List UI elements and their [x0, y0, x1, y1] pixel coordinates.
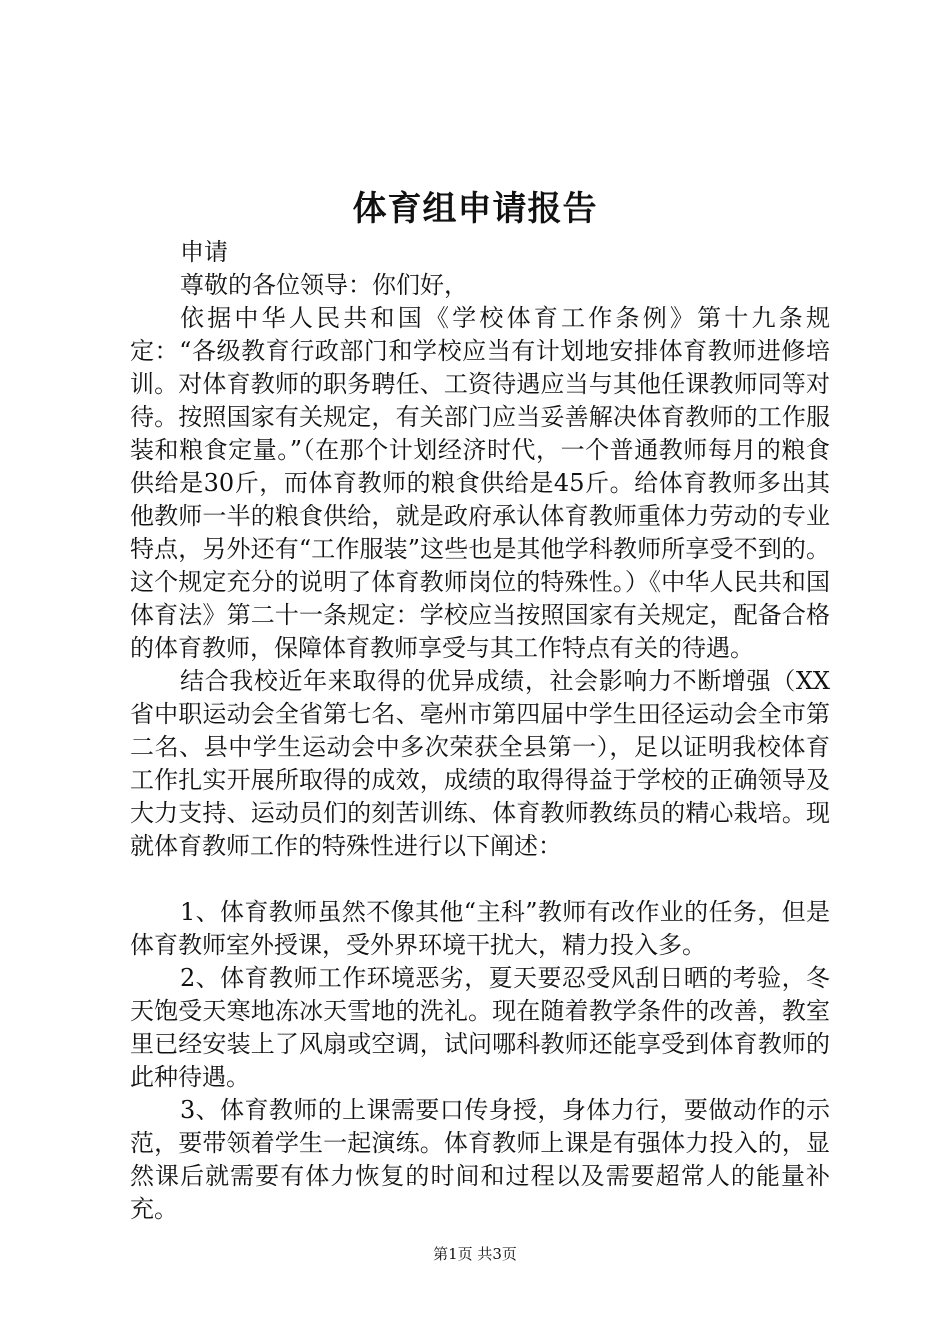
salutation-label: 申请 [180, 238, 228, 266]
paragraph-regulations: 依据中华人民共和国《学校体育工作条例》第十九条规定：“各级教育行政部门和学校应当有计划地安排体育教师进修培训。对体育教师的职务聘任、工资待遇应当与其他任课教师同等对待。按照国家有关规定，有关部门应当妥善解决体育教师的工作服装和粮食定量。”（在那个计划经济时代，一个普通教师每月的粮食供给是30斤，而体育教师的粮食供给是45斤。给体育教师多出其他教师一半的粮食供给，就是政府承认体育教师重体力劳动的专业特点，另外还有“工作服装”这些也是其他学科教师所享受不到的。这个规定充分的说明了体育教师岗位的特殊性。）《中华人民共和国体育法》第二十一条规定：学校应当按照国家有关规定，配备合格的体育教师，保障体育教师享受与其工作特点有关的待遇。 [130, 304, 830, 662]
paragraph-achievements: 结合我校近年来取得的优异成绩，社会影响力不断增强（XX省中职运动会全省第七名、亳州市第四届中学生田径运动会全市第二名、县中学生运动会中多次荣获全县第一），足以证明我校体育工作扎实开展所取得的成效，成绩的取得得益于学校的正确领导及大力支持、运动员们的刻苦训练、体育教师教练员的精心栽培。现就体育教师工作的特殊性进行以下阐述： [130, 667, 830, 860]
point-item: 3、体育教师的上课需要口传身授，身体力行，要做动作的示范，要带领着学生一起演练。体育教师上课是有强体力投入的，显然课后就需要有体力恢复的时间和过程以及需要超常人的能量补充。 [130, 1096, 830, 1223]
point-item: 2、体育教师工作环境恶劣，夏天要忍受风刮日晒的考验，冬天饱受天寒地冻冰天雪地的洗礼。现在随着教学条件的改善，教室里已经安装上了风扇或空调，试问哪科教师还能享受到体育教师的此种待遇。 [130, 964, 830, 1091]
document-body [130, 236, 830, 1226]
paragraph-spacer [130, 863, 830, 896]
point-item: 1、体育教师虽然不像其他“主科”教师有改作业的任务，但是体育教师室外授课，受外界环境干扰大，精力投入多。 [130, 898, 830, 959]
page-footer: 第1页 共3页 [433, 1245, 517, 1263]
document-title: 体育组申请报告 [352, 189, 598, 229]
greeting: 尊敬的各位领导：你们好， [180, 271, 468, 299]
